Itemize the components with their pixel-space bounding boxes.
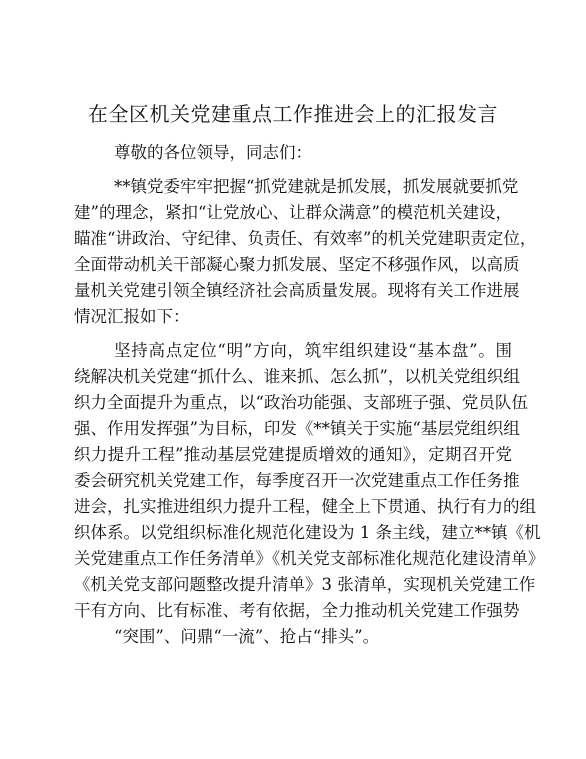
- paragraph-line: 量机关党建引领全镇经济社会高质量发展。现将有关工作进展: [74, 281, 520, 300]
- document-body: [74, 140, 545, 658]
- paragraph-line: “突围”、问鼎“一流”、抢占“排头”。: [114, 627, 380, 646]
- paragraph-line: 织体系。以党组织标准化规范化建设为 1 条主线，建立**镇《机: [74, 523, 541, 542]
- paragraph-intro: [74, 174, 537, 330]
- paragraph-line: 全面带动机关干部凝心聚力抓发展、坚定不移强作风，以高质: [74, 255, 520, 274]
- paragraph-line: **镇党委牢牢把握“抓党建就是抓发展，抓发展就要抓党: [114, 177, 519, 196]
- paragraph-line: 干有方向、比有标准、考有依据，全力推动机关党建工作强势: [74, 601, 520, 620]
- paragraph-line: 坚持高点定位“明”方向，筑牢组织建设“基本盘”。围: [114, 341, 512, 360]
- salutation-paragraph: [74, 140, 512, 166]
- paragraph-section-1: [74, 338, 545, 650]
- salutation: 尊敬的各位领导，同志们：: [114, 143, 312, 162]
- paragraph-line: 关党建重点工作任务清单》《机关党支部标准化规范化建设清单》: [74, 549, 545, 568]
- paragraph-line: 织力全面提升为重点，以“政治功能强、支部班子强、党员队伍: [74, 393, 528, 412]
- paragraph-line: 情况汇报如下：: [74, 307, 190, 326]
- document-title: 在全区机关党建重点工作推进会上的汇报发言: [88, 102, 498, 126]
- paragraph-line: 强、作用发挥强”为目标，印发《**镇关于实施“基层党组织组: [74, 419, 520, 438]
- paragraph-line: 瞄准“讲政治、守纪律、负责任、有效率”的机关党建职责定位，: [74, 229, 537, 248]
- paragraph-line: 进会，扎实推进组织力提升工程，健全上下贯通、执行有力的组: [74, 497, 536, 516]
- paragraph-line: 织力提升工程”推动基层党建提质增效的通知》，定期召开党: [74, 445, 512, 464]
- paragraph-line: 建”的理念，紧扣“让党放心、让群众满意”的模范机关建设，: [74, 203, 512, 222]
- paragraph-line: 委会研究机关党建工作，每季度召开一次党建重点工作任务推: [74, 471, 520, 490]
- paragraph-line: 绕解决机关党建“抓什么、谁来抓、怎么抓”，以机关党组织组: [74, 367, 520, 386]
- paragraph-line: 《机关党支部问题整改提升清单》3 张清单，实现机关党建工作: [74, 575, 536, 594]
